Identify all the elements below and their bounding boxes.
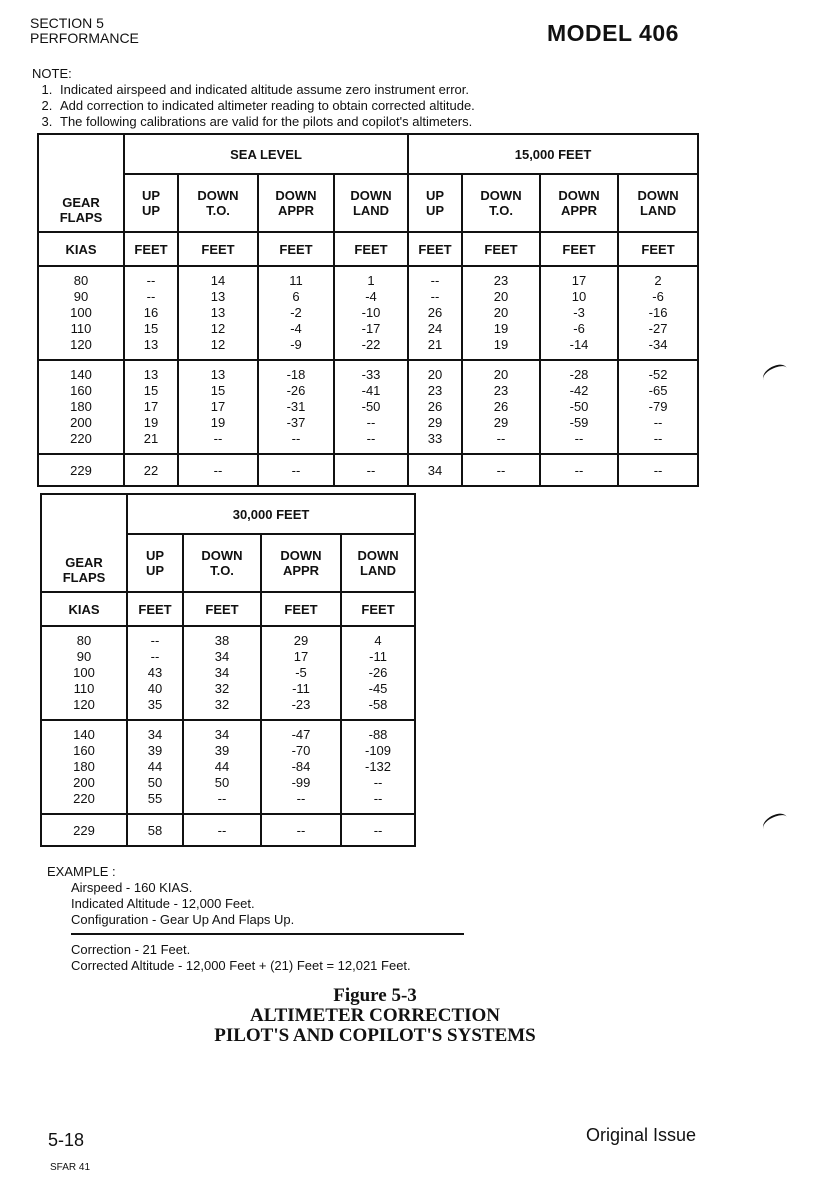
correction-value: -34 <box>648 337 668 352</box>
config-header-3 <box>334 174 408 232</box>
correction-value: -- <box>653 431 663 446</box>
gear-position: DOWN <box>350 188 392 203</box>
kias-value: 80 <box>73 273 89 288</box>
correction-value: -- <box>213 431 223 446</box>
flap-position: LAND <box>352 203 390 218</box>
correction-value: -- <box>574 431 584 446</box>
config-header-3 <box>341 534 415 592</box>
feet-unit-header: FEET <box>183 592 261 626</box>
gear-position: DOWN <box>357 548 399 563</box>
correction-cell <box>258 360 334 454</box>
correction-cell <box>127 720 183 814</box>
altimeter-correction-table-30000 <box>40 493 416 847</box>
issue-label: Original Issue <box>586 1125 697 1145</box>
correction-value: -18 <box>286 367 306 382</box>
kias-cell <box>41 720 127 814</box>
correction-value: -6 <box>652 289 664 304</box>
correction-value: -3 <box>573 305 585 320</box>
gear-position: DOWN <box>275 188 317 203</box>
correction-value: -42 <box>569 383 589 398</box>
correction-value: 19 <box>493 321 509 336</box>
correction-value: 6 <box>292 289 300 304</box>
gear-label: GEAR <box>62 195 100 210</box>
config-header-4 <box>408 174 462 232</box>
correction-value: 33 <box>427 431 443 446</box>
correction-value: 21 <box>427 337 443 352</box>
correction-value: -- <box>430 273 440 288</box>
note-list <box>32 82 592 130</box>
correction-value: 34 <box>408 454 462 486</box>
correction-value: -132 <box>365 759 392 774</box>
gear-position: UP <box>425 188 445 203</box>
correction-value: 1 <box>367 273 375 288</box>
correction-value: -- <box>291 431 301 446</box>
correction-cell <box>334 360 408 454</box>
correction-value: 17 <box>143 399 159 414</box>
correction-cell <box>124 266 178 360</box>
config-header-6 <box>540 174 618 232</box>
correction-value: -- <box>150 633 160 648</box>
correction-value: 13 <box>210 289 226 304</box>
example-label: EXAMPLE : <box>47 864 116 879</box>
correction-cell <box>183 720 261 814</box>
correction-value: 12 <box>210 337 226 352</box>
correction-cell <box>341 626 415 720</box>
correction-value: 23 <box>493 273 509 288</box>
correction-value: -- <box>373 791 383 806</box>
figure-title-line-2: PILOT'S AND COPILOT'S SYSTEMS <box>214 1025 536 1046</box>
gear-position: DOWN <box>637 188 679 203</box>
kias-value: 200 <box>73 775 95 790</box>
kias-value: 160 <box>73 743 95 758</box>
kias-value: 229 <box>38 454 124 486</box>
flaps-label: FLAPS <box>59 210 103 225</box>
correction-value: 39 <box>214 743 230 758</box>
correction-value: 26 <box>427 399 443 414</box>
correction-value: 29 <box>427 415 443 430</box>
feet-unit-header: FEET <box>540 232 618 266</box>
correction-value: 19 <box>143 415 159 430</box>
correction-value: -58 <box>368 697 388 712</box>
gear-position: UP <box>141 188 161 203</box>
flap-position: LAND <box>359 563 397 578</box>
correction-value: 13 <box>143 367 159 382</box>
gear-position: DOWN <box>280 548 322 563</box>
kias-value: 180 <box>70 399 92 414</box>
correction-value: -- <box>341 814 415 846</box>
correction-value: 19 <box>493 337 509 352</box>
gear-flaps-header <box>38 134 124 232</box>
correction-value: -52 <box>648 367 668 382</box>
correction-value: -88 <box>368 727 388 742</box>
config-header-2 <box>258 174 334 232</box>
correction-value: 13 <box>210 305 226 320</box>
correction-value: 58 <box>127 814 183 846</box>
correction-value: -- <box>183 814 261 846</box>
correction-value: 17 <box>210 399 226 414</box>
correction-value: -28 <box>569 367 589 382</box>
correction-value: -26 <box>368 665 388 680</box>
correction-cell <box>408 360 462 454</box>
feet-unit-header: FEET <box>127 592 183 626</box>
kias-value: 80 <box>76 633 92 648</box>
correction-cell <box>341 720 415 814</box>
correction-value: -41 <box>361 383 381 398</box>
correction-value: 29 <box>293 633 309 648</box>
note-block <box>32 66 592 130</box>
kias-value: 200 <box>70 415 92 430</box>
correction-value: -14 <box>569 337 589 352</box>
feet-unit-header: FEET <box>258 232 334 266</box>
correction-value: -- <box>496 431 506 446</box>
correction-value: -- <box>146 273 156 288</box>
correction-value: -45 <box>368 681 388 696</box>
correction-value: -22 <box>361 337 381 352</box>
correction-value: -2 <box>290 305 302 320</box>
kias-value: 110 <box>73 681 95 696</box>
correction-value: 44 <box>147 759 163 774</box>
figure-caption <box>160 986 590 1046</box>
correction-value: 34 <box>214 665 230 680</box>
correction-value: 34 <box>214 727 230 742</box>
correction-value: 15 <box>210 383 226 398</box>
correction-value: -- <box>540 454 618 486</box>
kias-value: 120 <box>73 697 95 712</box>
correction-cell <box>183 626 261 720</box>
flap-position: APPR <box>560 203 598 218</box>
correction-value: -17 <box>361 321 381 336</box>
correction-cell <box>618 360 698 454</box>
example-result <box>71 942 591 974</box>
flap-position: T.O. <box>489 203 513 218</box>
correction-cell <box>540 360 618 454</box>
correction-value: -4 <box>365 289 377 304</box>
30000-feet-header: 30,000 FEET <box>127 494 415 534</box>
correction-value: 11 <box>289 273 303 288</box>
correction-value: 39 <box>147 743 163 758</box>
section-header <box>30 16 139 46</box>
kias-cell <box>38 266 124 360</box>
correction-cell <box>618 266 698 360</box>
correction-value: -9 <box>290 337 302 352</box>
correction-value: -- <box>150 649 160 664</box>
feet-unit-header: FEET <box>334 232 408 266</box>
correction-value: -59 <box>569 415 589 430</box>
correction-value: -47 <box>291 727 311 742</box>
correction-value: -- <box>146 289 156 304</box>
correction-value: 34 <box>214 649 230 664</box>
correction-value: 21 <box>143 431 159 446</box>
correction-cell <box>408 266 462 360</box>
kias-value: 100 <box>70 305 92 320</box>
config-header-2 <box>261 534 341 592</box>
example-line: Configuration - Gear Up And Flaps Up. <box>71 912 295 927</box>
note-label: NOTE: <box>32 66 72 81</box>
example-divider <box>71 933 464 935</box>
flap-position: UP <box>141 203 161 218</box>
config-header-5 <box>462 174 540 232</box>
correction-value: 10 <box>571 289 587 304</box>
flap-position: APPR <box>282 563 320 578</box>
flap-position: T.O. <box>206 203 230 218</box>
correction-value: -4 <box>290 321 302 336</box>
note-item: 2. Add correction to indicated altimeter reading to obtain corrected altitude. <box>56 98 592 114</box>
correction-value: 20 <box>493 367 509 382</box>
correction-value: -99 <box>291 775 311 790</box>
flap-position: UP <box>425 203 445 218</box>
correction-value: 4 <box>374 633 382 648</box>
example-block <box>47 864 547 928</box>
section-label: SECTION 5 <box>30 15 104 31</box>
correction-value: 23 <box>427 383 443 398</box>
kias-cell <box>38 360 124 454</box>
correction-value: -11 <box>292 681 310 696</box>
kias-value: 160 <box>70 383 92 398</box>
correction-cell <box>124 360 178 454</box>
correction-value: -31 <box>286 399 306 414</box>
gear-position: UP <box>145 548 165 563</box>
example-line: Indicated Altitude - 12,000 Feet. <box>71 896 255 911</box>
correction-value: -- <box>366 415 376 430</box>
correction-value: -50 <box>569 399 589 414</box>
subsection-label: PERFORMANCE <box>30 30 139 46</box>
correction-value: -- <box>373 775 383 790</box>
correction-value: -- <box>178 454 258 486</box>
correction-cell <box>258 266 334 360</box>
gear-position: DOWN <box>558 188 600 203</box>
correction-line: Correction - 21 Feet. <box>71 942 191 957</box>
gear-position: DOWN <box>197 188 239 203</box>
correction-value: -- <box>334 454 408 486</box>
correction-value: 44 <box>214 759 230 774</box>
correction-value: 15 <box>143 383 159 398</box>
kias-value: 90 <box>76 649 92 664</box>
config-header-0 <box>124 174 178 232</box>
gear-flaps-header <box>41 494 127 592</box>
correction-value: -70 <box>291 743 311 758</box>
correction-cell <box>462 266 540 360</box>
correction-value: 13 <box>143 337 159 352</box>
correction-value: -27 <box>648 321 668 336</box>
example-line: Airspeed - 160 KIAS. <box>71 880 193 895</box>
correction-value: 35 <box>147 697 163 712</box>
altimeter-correction-table-sea-level-15000 <box>37 133 699 487</box>
flap-position: T.O. <box>210 563 234 578</box>
correction-cell <box>462 360 540 454</box>
correction-value: 34 <box>147 727 163 742</box>
correction-value: -- <box>258 454 334 486</box>
correction-value: 50 <box>147 775 163 790</box>
margin-mark <box>760 811 790 835</box>
correction-value: -- <box>430 289 440 304</box>
correction-value: -- <box>462 454 540 486</box>
gear-position: DOWN <box>480 188 522 203</box>
kias-value: 220 <box>70 431 92 446</box>
correction-value: 24 <box>427 321 443 336</box>
flap-position: UP <box>145 563 165 578</box>
correction-value: -33 <box>361 367 381 382</box>
correction-cell <box>178 360 258 454</box>
correction-value: 38 <box>214 633 230 648</box>
correction-value: 50 <box>214 775 230 790</box>
correction-value: -26 <box>286 383 306 398</box>
feet-unit-header: FEET <box>261 592 341 626</box>
note-item: 1. Indicated airspeed and indicated altitude assume zero instrument error. <box>56 82 592 98</box>
margin-mark <box>760 362 790 386</box>
kias-value: 140 <box>70 367 92 382</box>
15000-feet-header: 15,000 FEET <box>408 134 698 174</box>
correction-value: -- <box>261 814 341 846</box>
kias-value: 100 <box>73 665 95 680</box>
correction-cell <box>261 626 341 720</box>
feet-unit-header: FEET <box>178 232 258 266</box>
correction-value: -5 <box>295 665 307 680</box>
kias-value: 180 <box>73 759 95 774</box>
kias-value: 120 <box>70 337 92 352</box>
sfar-label: SFAR 41 <box>50 1162 91 1173</box>
correction-value: 14 <box>210 273 226 288</box>
correction-value: -- <box>366 431 376 446</box>
correction-value: -109 <box>365 743 392 758</box>
correction-value: 19 <box>210 415 226 430</box>
correction-value: 17 <box>293 649 309 664</box>
correction-value: 32 <box>214 697 230 712</box>
correction-value: -23 <box>291 697 311 712</box>
correction-value: 29 <box>493 415 509 430</box>
gear-label: GEAR <box>65 555 103 570</box>
correction-value: 26 <box>493 399 509 414</box>
correction-value: 55 <box>147 791 163 806</box>
correction-value: 20 <box>493 305 509 320</box>
feet-unit-header: FEET <box>462 232 540 266</box>
correction-value: -- <box>217 791 227 806</box>
correction-value: -- <box>296 791 306 806</box>
correction-value: -10 <box>361 305 381 320</box>
config-header-0 <box>127 534 183 592</box>
feet-unit-header: FEET <box>408 232 462 266</box>
correction-value: 15 <box>143 321 159 336</box>
correction-value: 43 <box>147 665 163 680</box>
correction-value: 20 <box>427 367 443 382</box>
correction-value: 12 <box>210 321 226 336</box>
flap-position: LAND <box>639 203 677 218</box>
config-header-1 <box>178 174 258 232</box>
correction-value: 40 <box>147 681 163 696</box>
correction-value: 26 <box>427 305 443 320</box>
correction-value: -50 <box>361 399 381 414</box>
correction-value: 23 <box>493 383 509 398</box>
kias-value: 140 <box>73 727 95 742</box>
correction-value: 20 <box>493 289 509 304</box>
kias-value: 110 <box>70 321 92 336</box>
correction-cell <box>127 626 183 720</box>
correction-value: -- <box>618 454 698 486</box>
correction-cell <box>261 720 341 814</box>
correction-value: 16 <box>143 305 159 320</box>
kias-header: KIAS <box>41 592 127 626</box>
correction-value: -65 <box>648 383 668 398</box>
correction-value: 32 <box>214 681 230 696</box>
kias-value: 229 <box>41 814 127 846</box>
kias-value: 220 <box>73 791 95 806</box>
gear-position: DOWN <box>201 548 243 563</box>
config-header-7 <box>618 174 698 232</box>
flaps-label: FLAPS <box>62 570 106 585</box>
correction-value: 13 <box>210 367 226 382</box>
config-header-1 <box>183 534 261 592</box>
correction-value: -84 <box>291 759 311 774</box>
kias-header: KIAS <box>38 232 124 266</box>
correction-cell <box>540 266 618 360</box>
feet-unit-header: FEET <box>341 592 415 626</box>
figure-number: Figure 5-3 <box>333 985 417 1006</box>
page-number: 5-18 <box>48 1130 85 1150</box>
correction-value: -79 <box>648 399 668 414</box>
model-title: MODEL 406 <box>547 20 679 46</box>
correction-value: -11 <box>369 649 387 664</box>
correction-value: -6 <box>573 321 585 336</box>
feet-unit-header: FEET <box>124 232 178 266</box>
correction-value: -16 <box>648 305 668 320</box>
correction-value: 2 <box>654 273 662 288</box>
correction-value: 22 <box>124 454 178 486</box>
correction-cell <box>334 266 408 360</box>
flap-position: APPR <box>277 203 315 218</box>
note-item: 3. The following calibrations are valid for the pilots and copilot's altimeters. <box>56 114 592 130</box>
feet-unit-header: FEET <box>618 232 698 266</box>
correction-value: 17 <box>571 273 587 288</box>
correction-value: -37 <box>286 415 306 430</box>
figure-title-line-1: ALTIMETER CORRECTION <box>249 1005 501 1026</box>
correction-value: -- <box>653 415 663 430</box>
kias-cell <box>41 626 127 720</box>
sea-level-header: SEA LEVEL <box>124 134 408 174</box>
correction-cell <box>178 266 258 360</box>
kias-value: 90 <box>73 289 89 304</box>
corrected-altitude-line: Corrected Altitude - 12,000 Feet + (21) Feet = 12,021 Feet. <box>71 958 411 973</box>
